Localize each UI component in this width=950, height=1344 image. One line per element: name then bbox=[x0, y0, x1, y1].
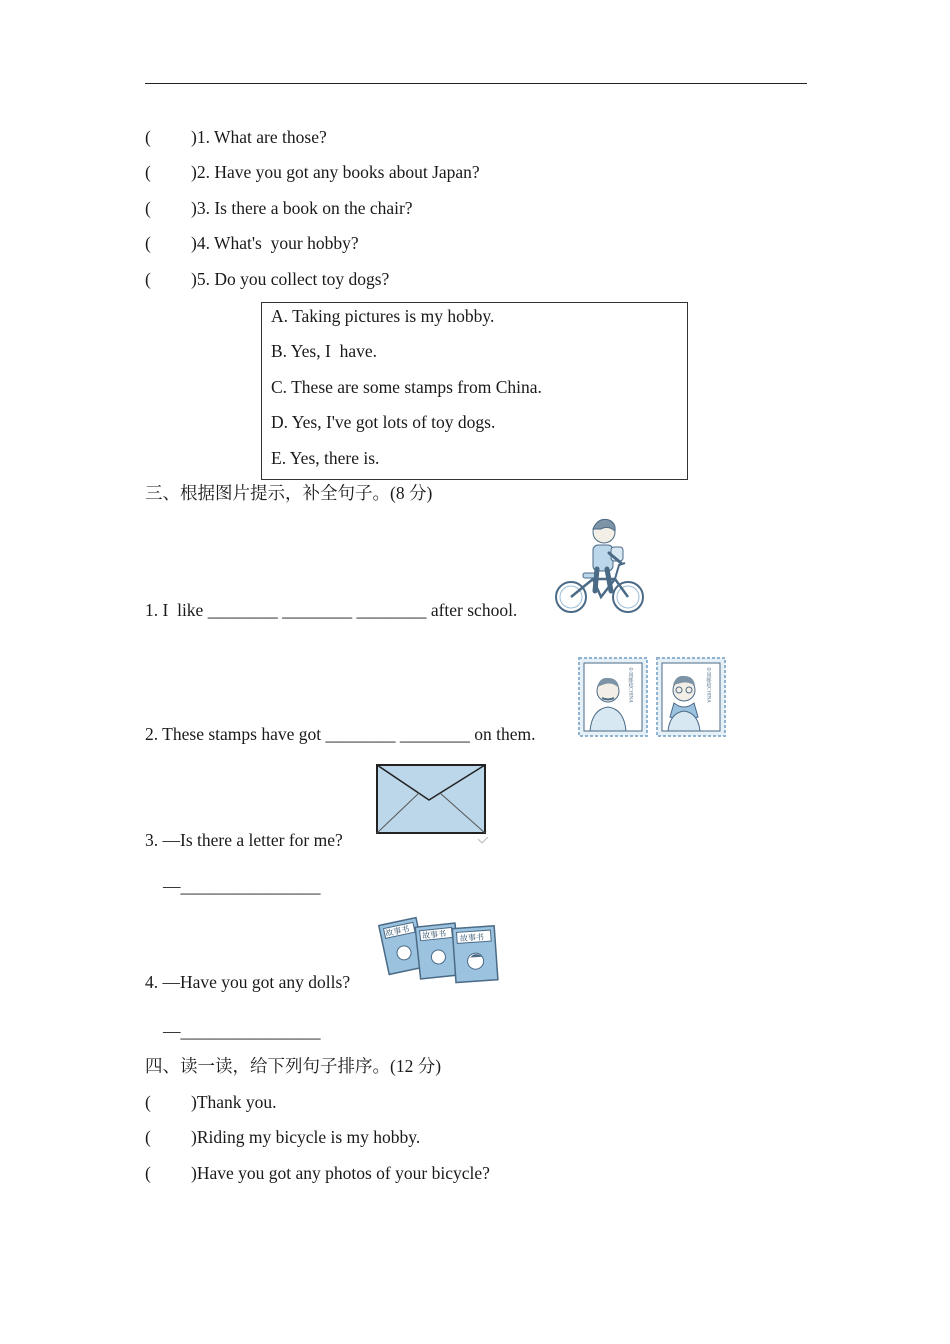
storybooks-picture bbox=[378, 913, 502, 985]
section3-heading: 三、根据图片提示，补全句子。(8 分) bbox=[145, 483, 433, 503]
answer-blank[interactable]: ( bbox=[145, 233, 151, 253]
answer-blank[interactable]: ( bbox=[145, 1163, 151, 1183]
option-d: D. Yes, I've got lots of toy dogs. bbox=[271, 412, 496, 432]
envelope-picture bbox=[374, 763, 492, 845]
answer-blank[interactable]: ( bbox=[145, 1127, 151, 1147]
stamps-picture bbox=[578, 657, 726, 737]
matching-question-1: ( )1. What are those? bbox=[145, 127, 327, 147]
section3-answer-line-4[interactable]: —________________ bbox=[163, 1021, 321, 1041]
book-2-label: 故事书 bbox=[421, 929, 447, 941]
stamp-2-text: 中国邮政CHINA bbox=[705, 667, 711, 703]
matching-question-2: ( )2. Have you got any books about Japan? bbox=[145, 162, 480, 182]
answer-blank[interactable]: ( bbox=[145, 162, 151, 182]
option-a: A. Taking pictures is my hobby. bbox=[271, 306, 495, 326]
option-b: B. Yes, I have. bbox=[271, 341, 377, 361]
section3-answer-line-3[interactable]: —________________ bbox=[163, 876, 321, 896]
option-c: C. These are some stamps from China. bbox=[271, 377, 542, 397]
matching-question-4: ( )4. What's your hobby? bbox=[145, 233, 359, 253]
book-1-label: 故事书 bbox=[384, 924, 411, 939]
book-3-label: 故事书 bbox=[459, 932, 485, 944]
matching-question-5: ( )5. Do you collect toy dogs? bbox=[145, 269, 390, 289]
section3-item-3: 3. —Is there a letter for me? bbox=[145, 830, 343, 850]
section4-item-2: ( )Riding my bicycle is my hobby. bbox=[145, 1127, 421, 1147]
matching-question-3: ( )3. Is there a book on the chair? bbox=[145, 198, 413, 218]
section3-item-2: 2. These stamps have got ________ ________ on them. bbox=[145, 724, 536, 744]
option-e: E. Yes, there is. bbox=[271, 448, 380, 468]
answer-blank[interactable]: ( bbox=[145, 1092, 151, 1112]
boy-riding-bicycle-picture bbox=[553, 517, 648, 617]
answer-blank[interactable]: ( bbox=[145, 127, 151, 147]
stamp-1-text: 中国邮政CHINA bbox=[627, 667, 633, 703]
answer-options-box bbox=[261, 302, 688, 480]
answer-blank[interactable]: ( bbox=[145, 269, 151, 289]
section4-item-1: ( )Thank you. bbox=[145, 1092, 277, 1112]
header-rule bbox=[145, 83, 807, 84]
section4-item-3: ( )Have you got any photos of your bicycle? bbox=[145, 1163, 490, 1183]
section3-item-1: 1. I like ________ ________ ________ after school. bbox=[145, 600, 518, 620]
section4-heading: 四、读一读，给下列句子排序。(12 分) bbox=[145, 1056, 442, 1076]
section3-item-4: 4. —Have you got any dolls? bbox=[145, 972, 351, 992]
answer-blank[interactable]: ( bbox=[145, 198, 151, 218]
